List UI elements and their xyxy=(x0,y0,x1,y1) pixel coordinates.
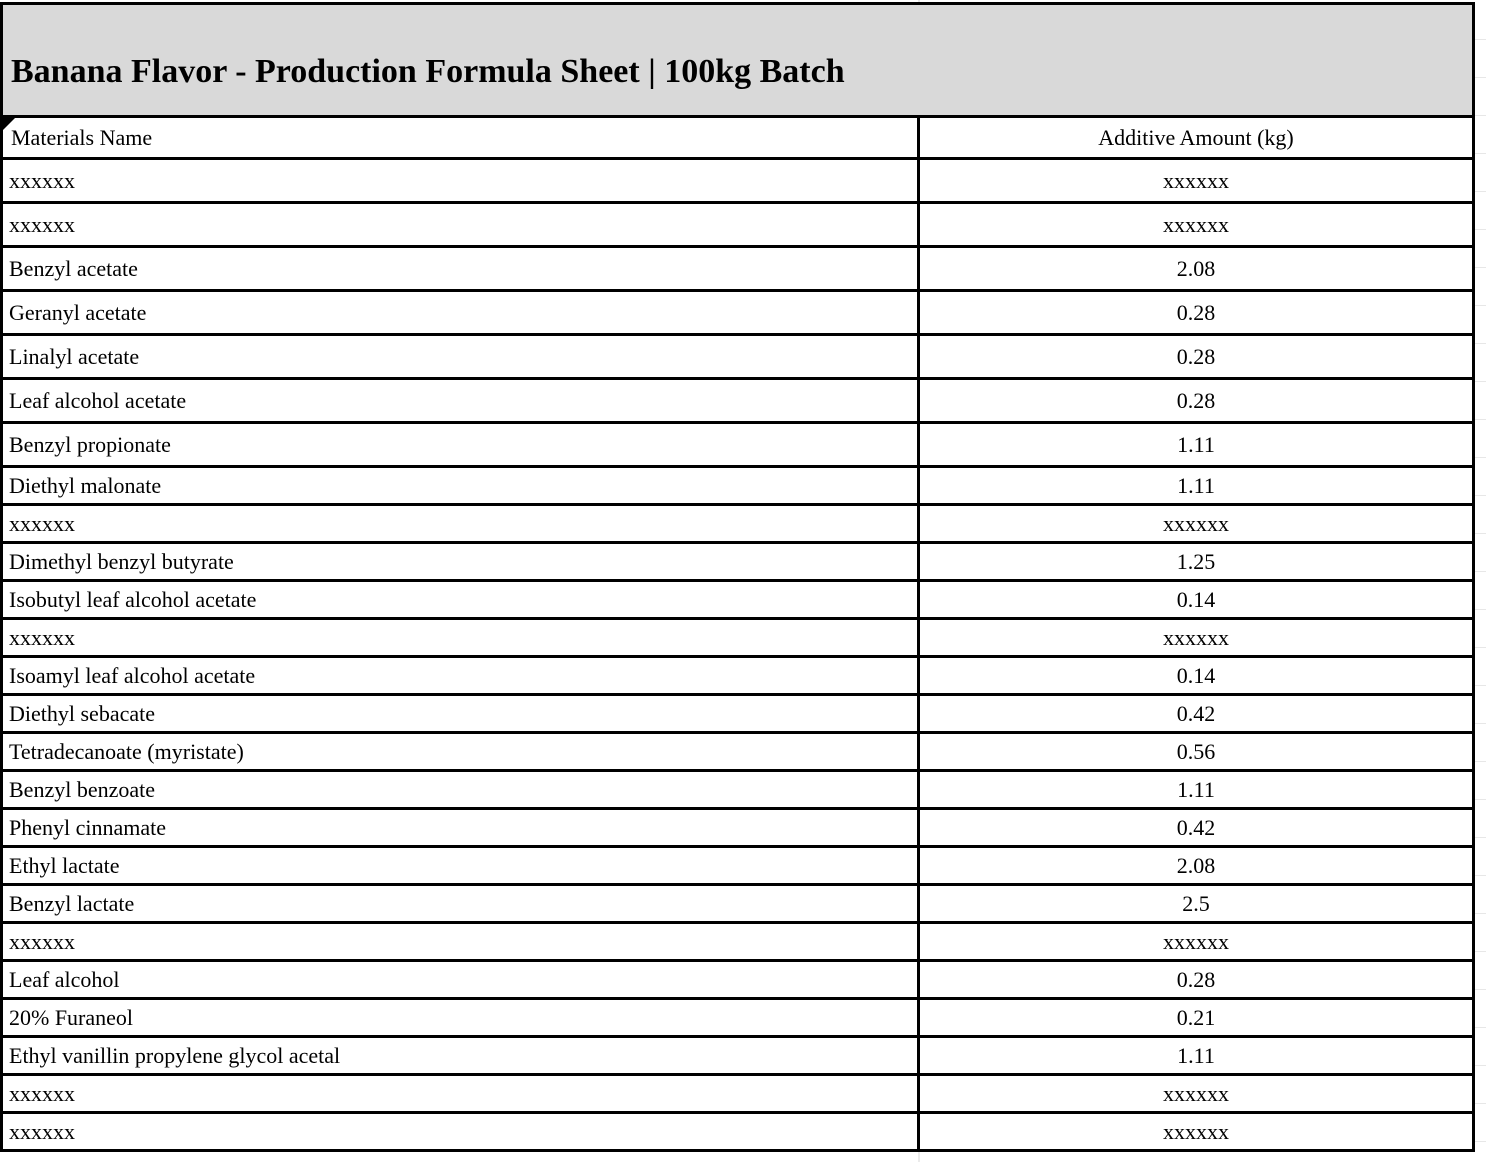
header-additive-amount[interactable] xyxy=(920,118,1472,157)
material-name-cell[interactable]: xxxxxx xyxy=(3,506,920,541)
table-row xyxy=(3,336,1472,380)
amount-cell[interactable]: 1.11 xyxy=(1177,1042,1215,1068)
amount-cell[interactable]: xxxxxx xyxy=(1163,510,1229,536)
table-row xyxy=(3,1038,1472,1076)
amount-cell[interactable]: xxxxxx xyxy=(1163,167,1229,193)
material-name-cell[interactable]: Benzyl benzoate xyxy=(3,772,920,807)
amount-cell[interactable]: 0.14 xyxy=(1176,586,1216,612)
amount-cell[interactable]: xxxxxx xyxy=(1163,624,1229,650)
table-row xyxy=(3,734,1472,772)
amount-cell[interactable]: 2.08 xyxy=(1176,255,1216,281)
material-name-cell[interactable]: xxxxxx xyxy=(3,1114,920,1149)
table-row xyxy=(3,924,1472,962)
amount-cell[interactable]: 0.28 xyxy=(1176,387,1216,413)
table-row xyxy=(3,810,1472,848)
sheet-gridline-bottom xyxy=(918,1152,920,1162)
amount-cell[interactable]: 0.28 xyxy=(1176,966,1216,992)
table-row xyxy=(3,544,1472,582)
material-name-cell[interactable]: Benzyl propionate xyxy=(3,424,920,465)
material-name-cell[interactable]: Diethyl sebacate xyxy=(3,696,920,731)
material-name-cell[interactable]: xxxxxx xyxy=(3,924,920,959)
material-name-cell[interactable]: Benzyl acetate xyxy=(3,248,920,289)
table-row xyxy=(3,1076,1472,1114)
amount-cell[interactable]: xxxxxx xyxy=(1163,928,1229,954)
header-additive-amount-label: Additive Amount (kg) xyxy=(1098,124,1294,150)
cell-corner-marker-icon xyxy=(3,118,15,130)
material-name-cell[interactable]: Diethyl malonate xyxy=(3,468,920,503)
table-row xyxy=(3,962,1472,1000)
header-materials-name-label: Materials Name xyxy=(11,124,153,150)
material-name-cell[interactable]: Isoamyl leaf alcohol acetate xyxy=(3,658,920,693)
amount-cell[interactable]: 0.28 xyxy=(1176,299,1216,325)
amount-cell[interactable]: xxxxxx xyxy=(1163,211,1229,237)
table-row xyxy=(3,248,1472,292)
material-name-cell[interactable]: Isobutyl leaf alcohol acetate xyxy=(3,582,920,617)
amount-cell[interactable]: 0.14 xyxy=(1176,662,1216,688)
material-name-cell[interactable]: Benzyl lactate xyxy=(3,886,920,921)
table-row xyxy=(3,1000,1472,1038)
material-name-cell[interactable]: xxxxxx xyxy=(3,160,920,201)
amount-cell[interactable]: 1.11 xyxy=(1177,776,1215,802)
material-name-cell[interactable]: Ethyl lactate xyxy=(3,848,920,883)
amount-cell[interactable]: 2.08 xyxy=(1176,852,1216,878)
amount-cell[interactable]: 0.21 xyxy=(1176,1004,1216,1030)
table-row xyxy=(3,772,1472,810)
table-row xyxy=(3,1114,1472,1152)
material-name-cell[interactable]: Leaf alcohol acetate xyxy=(3,380,920,421)
material-name-cell[interactable]: Dimethyl benzyl butyrate xyxy=(3,544,920,579)
formula-table xyxy=(0,2,1475,1152)
material-name-cell[interactable]: Phenyl cinnamate xyxy=(3,810,920,845)
material-name-cell[interactable]: xxxxxx xyxy=(3,1076,920,1111)
amount-cell[interactable]: xxxxxx xyxy=(1163,1118,1229,1144)
material-name-cell[interactable]: Ethyl vanillin propylene glycol acetal xyxy=(3,1038,920,1073)
table-row xyxy=(3,848,1472,886)
sheet-title: Banana Flavor - Production Formula Sheet | 100kg Batch xyxy=(11,53,845,90)
table-row xyxy=(3,658,1472,696)
table-row xyxy=(3,292,1472,336)
table-row xyxy=(3,696,1472,734)
amount-cell[interactable]: 0.56 xyxy=(1176,738,1216,764)
material-name-cell[interactable]: Tetradecanoate (myristate) xyxy=(3,734,920,769)
table-row xyxy=(3,424,1472,468)
table-row xyxy=(3,380,1472,424)
amount-cell[interactable]: 2.5 xyxy=(1182,890,1210,916)
amount-cell[interactable]: 1.25 xyxy=(1176,548,1216,574)
amount-cell[interactable]: xxxxxx xyxy=(1163,1080,1229,1106)
material-name-cell[interactable]: Linalyl acetate xyxy=(3,336,920,377)
table-row xyxy=(3,204,1472,248)
table-row xyxy=(3,160,1472,204)
table-row xyxy=(3,620,1472,658)
material-name-cell[interactable]: 20% Furaneol xyxy=(3,1000,920,1035)
table-row xyxy=(3,886,1472,924)
table-row xyxy=(3,468,1472,506)
amount-cell[interactable]: 1.11 xyxy=(1177,472,1215,498)
table-row xyxy=(3,506,1472,544)
amount-cell[interactable]: 1.11 xyxy=(1177,431,1215,457)
amount-cell[interactable]: 0.42 xyxy=(1176,814,1216,840)
table-row xyxy=(3,582,1472,620)
title-cell[interactable] xyxy=(3,5,1472,118)
material-name-cell[interactable]: Geranyl acetate xyxy=(3,292,920,333)
material-name-cell[interactable]: xxxxxx xyxy=(3,204,920,245)
sheet-gridlines-right xyxy=(1475,2,1486,1162)
table-header-row xyxy=(3,118,1472,160)
amount-cell[interactable]: 0.28 xyxy=(1176,343,1216,369)
amount-cell[interactable]: 0.42 xyxy=(1176,700,1216,726)
material-name-cell[interactable]: xxxxxx xyxy=(3,620,920,655)
material-name-cell[interactable]: Leaf alcohol xyxy=(3,962,920,997)
header-materials-name[interactable] xyxy=(3,118,920,157)
table-body xyxy=(3,160,1472,1152)
